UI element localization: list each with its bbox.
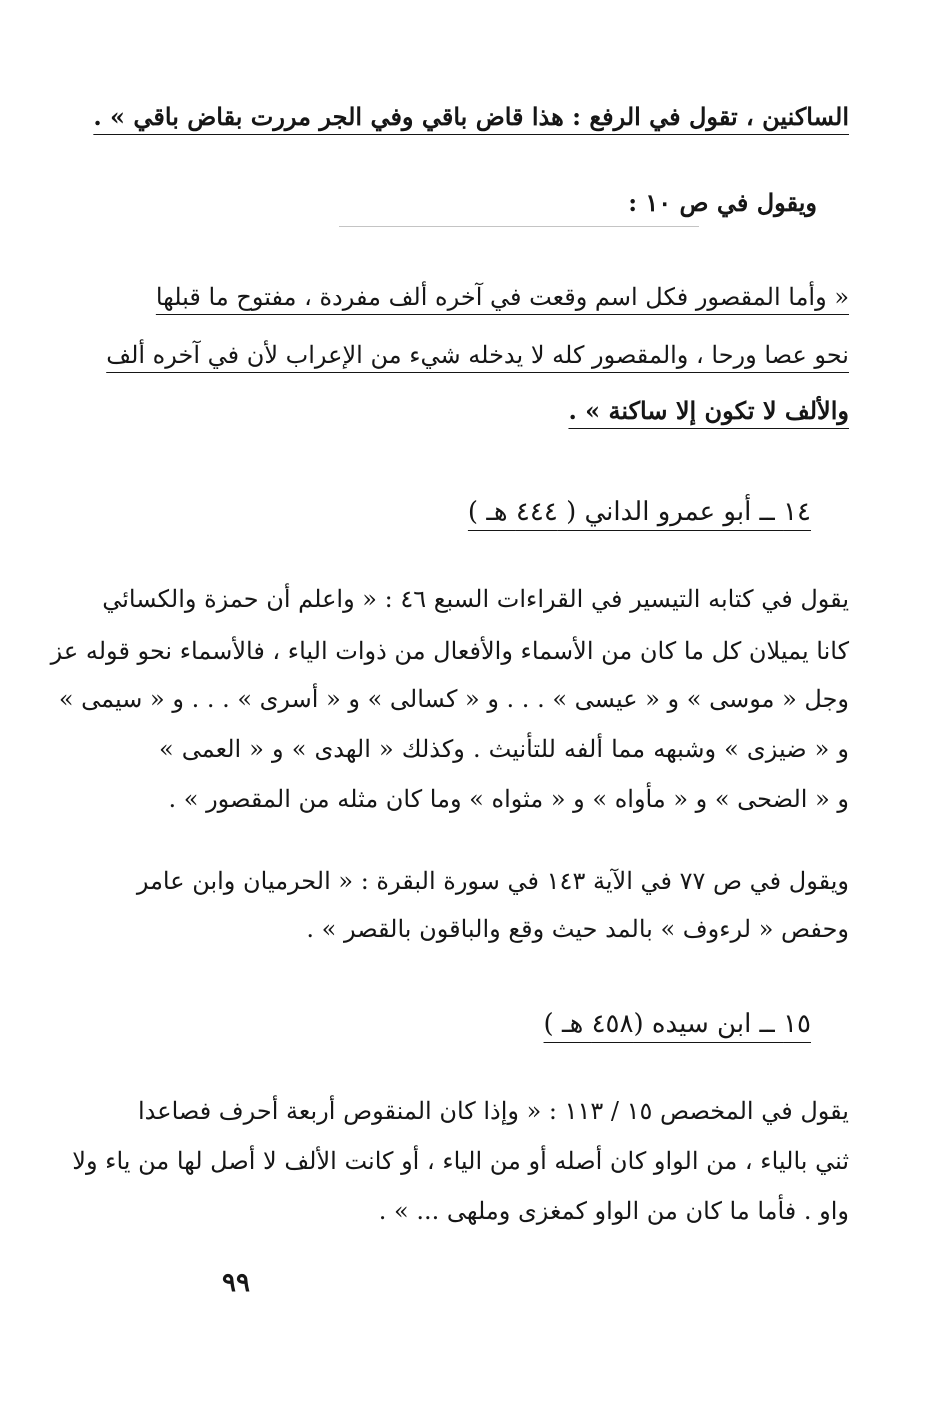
quote-line-3: والألف لا تكون إلا ساكنة » . bbox=[568, 396, 849, 425]
section-heading-14: ١٤ ــ أبو عمرو الداني ( ٤٤٤ هـ ) bbox=[467, 497, 811, 527]
quote-line-2: نحو عصا ورحا ، والمقصور كله لا يدخله شيء من الإعراب لأن في آخره ألف bbox=[106, 341, 849, 369]
paragraph-15-line-3: واو . فأما ما كان من الواو كمغزى وملهى ... » . bbox=[378, 1197, 849, 1225]
section-heading-15: ١٥ ــ ابن سيده (٤٥٨ هـ ) bbox=[543, 1009, 811, 1039]
paragraph-14-line-1: يقول في كتابه التيسير في القراءات السبع ٤٦ : « واعلم أن حمزة والكسائي bbox=[102, 585, 849, 613]
paragraph-15-line-1: يقول في المخصص ١٥ / ١١٣ : « وإذا كان المنقوص أربعة أحرف فصاعدا bbox=[137, 1097, 849, 1125]
paragraph-14-line-2: كانا يميلان كل ما كان من الأسماء والأفعال من ذوات الياء ، فالأسماء نحو قوله عز bbox=[50, 637, 849, 665]
faint-rule bbox=[339, 226, 699, 227]
paragraph-14-line-3: وجل « موسى » و « عيسى » . . . و « كسالى » و « أسرى » . . . و « سيمى » bbox=[58, 685, 849, 713]
quote-line-1: « وأما المقصور فكل اسم وقعت في آخره ألف مفردة ، مفتوح ما قبلها bbox=[155, 283, 849, 311]
paragraph-14-line-5: و « الضحى » و « مأواه » و « مثواه » وما كان مثله من المقصور » . bbox=[168, 785, 849, 813]
paragraph-15-line-2: ثني بالياء ، من الواو كان أصله أو من الياء ، أو كانت الألف لا أصل لها من ياء ولا bbox=[72, 1147, 849, 1175]
paragraph-14b-line-1: ويقول في ص ٧٧ في الآية ١٤٣ في سورة البقرة : « الحرميان وابن عامر bbox=[136, 867, 849, 895]
page-number: ٩٩ bbox=[222, 1268, 250, 1298]
text-line-2: ويقول في ص ١٠ : bbox=[628, 188, 817, 217]
text-line-1: الساكنين ، تقول في الرفع : هذا قاض باقي وفي الجر مررت بقاض باقي » . bbox=[93, 102, 849, 131]
paragraph-14b-line-2: وحفص « لرءوف » بالمد حيث وقع والباقون بالقصر » . bbox=[306, 915, 849, 943]
paragraph-14-line-4: و « ضيزى » وشبهه مما ألفه للتأنيث . وكذلك « الهدى » و « العمى » bbox=[159, 735, 849, 763]
